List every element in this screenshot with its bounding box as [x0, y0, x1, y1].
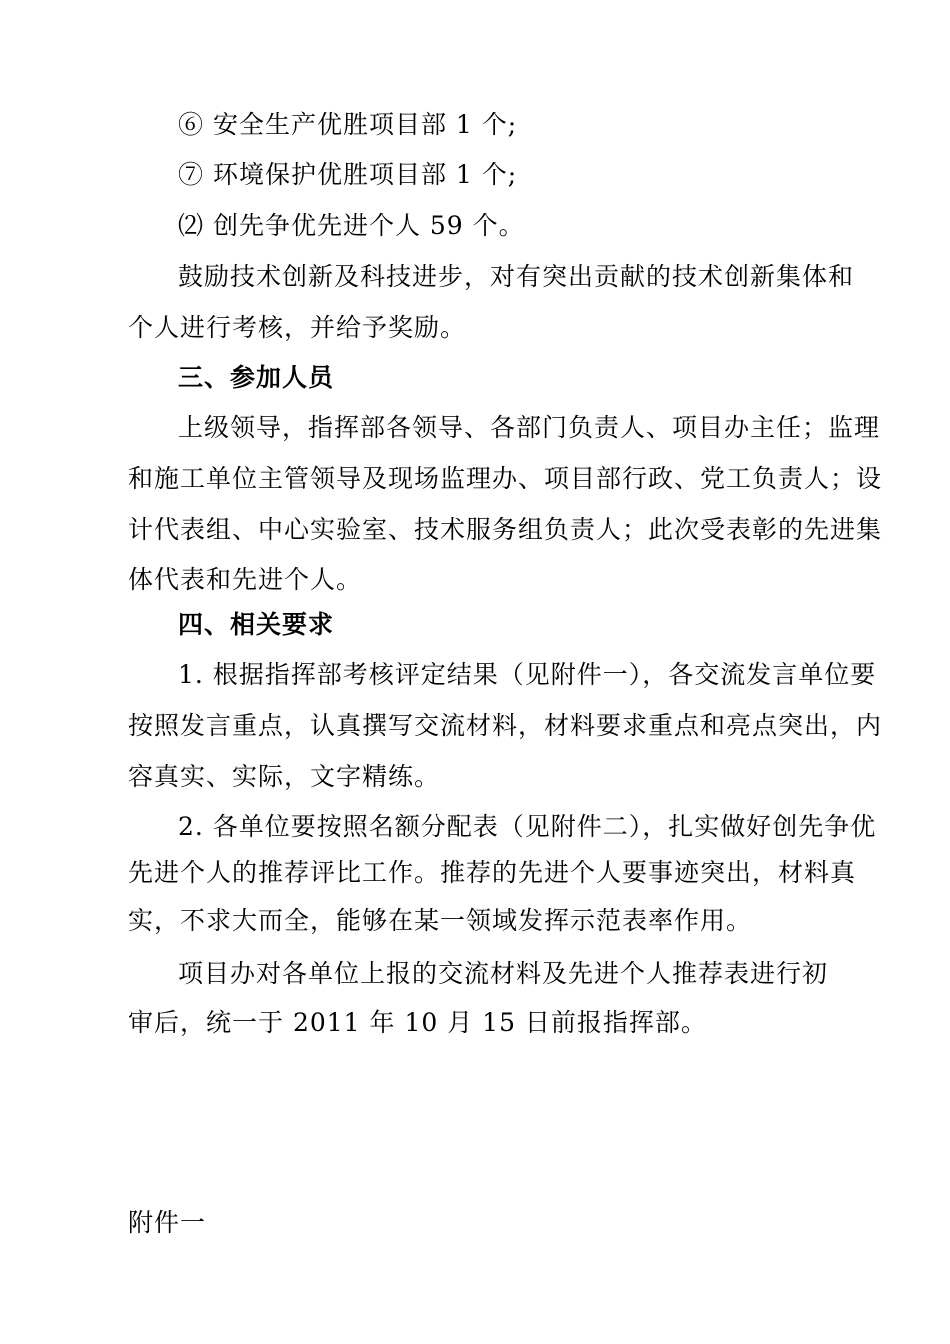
paragraph-review-line-2: 审后，统一于 2011 年 10 月 15 日前报指挥部。 — [128, 1008, 707, 1037]
paragraph-requirement-1-line-3: 容真实、实际，文字精练。 — [128, 762, 441, 791]
paragraph-requirement-2-line-3: 实，不求大而全，能够在某一领域发挥示范表率作用。 — [128, 906, 753, 935]
list-item-advanced-individuals: ⑵ 创先争优先进个人 59 个。 — [178, 211, 525, 240]
paragraph-requirement-2-line-1: 2. 各单位要按照名额分配表（见附件二），扎实做好创先争优 — [178, 812, 877, 841]
paragraph-participants-line-2: 和施工单位主管领导及现场监理办、项目部行政、党工负责人；设 — [128, 464, 883, 493]
paragraph-participants-line-1: 上级领导，指挥部各领导、各部门负责人、项目办主任；监理 — [178, 413, 881, 442]
paragraph-requirement-1-line-1: 1. 根据指挥部考核评定结果（见附件一），各交流发言单位要 — [178, 660, 877, 689]
paragraph-review-line-1: 项目办对各单位上报的交流材料及先进个人推荐表进行初 — [178, 959, 829, 988]
section-heading-requirements: 四、相关要求 — [178, 610, 335, 639]
paragraph-participants-line-4: 体代表和先进个人。 — [128, 565, 363, 594]
list-item-environment-award: ⑦ 环境保护优胜项目部 1 个; — [178, 160, 518, 189]
paragraph-participants-line-3: 计代表组、中心实验室、技术服务组负责人；此次受表彰的先进集 — [128, 515, 883, 544]
paragraph-innovation-line-2: 个人进行考核，并给予奖励。 — [128, 313, 467, 342]
attachment-label: 附件一 — [128, 1208, 207, 1237]
paragraph-innovation-line-1: 鼓励技术创新及科技进步，对有突出贡献的技术创新集体和 — [178, 262, 855, 291]
section-heading-participants: 三、参加人员 — [178, 363, 335, 392]
paragraph-requirement-2-line-2: 先进个人的推荐评比工作。推荐的先进个人要事迹突出，材料真 — [128, 858, 857, 887]
list-item-safety-award: ⑥ 安全生产优胜项目部 1 个; — [178, 110, 518, 139]
paragraph-requirement-1-line-2: 按照发言重点，认真撰写交流材料，材料要求重点和亮点突出，内 — [128, 711, 883, 740]
